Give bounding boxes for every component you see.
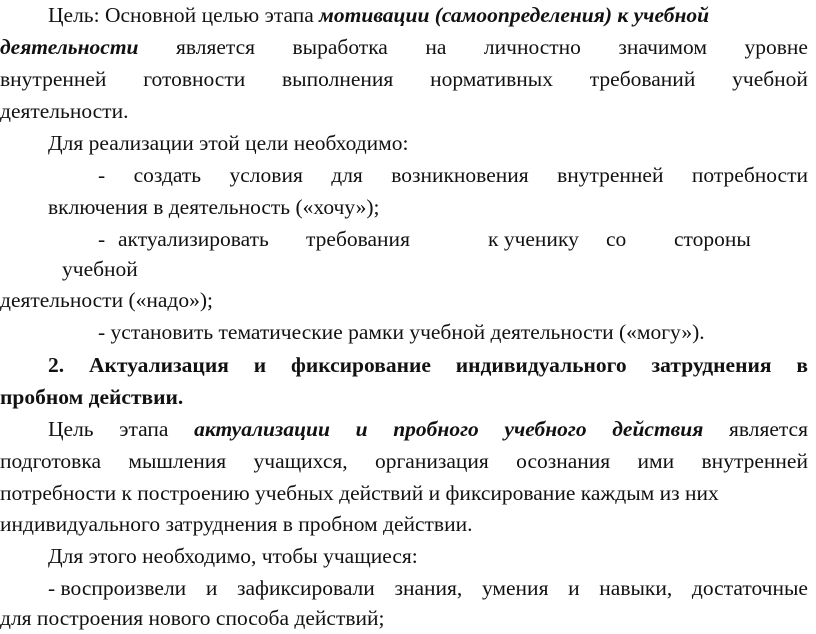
p1-word: учебной (732, 67, 808, 91)
p4-word: и (568, 576, 580, 600)
p1-lead: Цель: Основной целью этапа (48, 3, 314, 27)
p3-emphasis: и (355, 417, 368, 441)
p2-word: со (606, 227, 627, 251)
p3-word: Цель (48, 417, 94, 441)
p1-line3 (0, 64, 816, 94)
section-heading-line1 (48, 350, 816, 380)
p1-word: значимом (618, 35, 707, 59)
p3-line3: потребности к построению учебных действий и фиксирование каждым из них (0, 481, 719, 505)
heading-word: Актуализация (89, 353, 229, 377)
p1-line4: деятельности. (0, 99, 129, 123)
p2-item2-line3: деятельности («надо»); (0, 288, 213, 312)
p3-word: этапа (119, 417, 169, 441)
p2-item2-line1 (98, 224, 816, 254)
p2-item1-line1 (98, 160, 816, 190)
p1-emphasis-motivation: мотивации (самоопределения) к учебной (319, 3, 710, 27)
p1-word: уровне (744, 35, 808, 59)
p2-word: стороны (674, 227, 751, 251)
p4-intro: Для этого необходимо, чтобы учащиеся: (48, 544, 418, 568)
p3-emphasis: актуализации (194, 417, 330, 441)
p1-word: выполнения (282, 67, 394, 91)
p2-word: к ученику (488, 227, 579, 251)
p4-item1-line1 (48, 573, 816, 603)
p2-word: актуализировать (118, 227, 269, 251)
p3-word: организация (374, 449, 489, 473)
p3-emphasis: действия (612, 417, 704, 441)
p3-word: подготовка (0, 449, 102, 473)
p3-word: является (728, 417, 808, 441)
heading-word: фиксирование (291, 353, 431, 377)
p3-word: ими (637, 449, 675, 473)
p2-word: для (331, 163, 363, 187)
p1-word: требований (589, 67, 696, 91)
heading-word: затруднения (651, 353, 772, 377)
p3-emphasis: учебного (504, 417, 587, 441)
section-heading-line2: пробном действии. (0, 385, 184, 409)
p3-word: мышления (128, 449, 227, 473)
p1-word: на (425, 35, 447, 59)
p1-word: является (176, 35, 256, 59)
p3-line1 (48, 414, 816, 444)
p2-word: требования (306, 227, 410, 251)
heading-word: и (253, 353, 267, 377)
p1-word: личностно (483, 35, 581, 59)
p3-line2 (0, 446, 816, 476)
p4-word: навыки, (599, 576, 673, 600)
p1-word: выработка (292, 35, 388, 59)
p2-intro: Для реализации этой цели необходимо: (48, 131, 409, 155)
p2-item1-line2: включения в деятельность («хочу»); (48, 195, 380, 219)
heading-word: индивидуального (455, 353, 627, 377)
p1-line2 (0, 32, 816, 62)
p3-word: внутренней (701, 449, 808, 473)
p1-line1 (48, 0, 816, 30)
p3-emphasis: пробного (393, 417, 479, 441)
p1-emphasis-activity: деятельности (0, 35, 139, 59)
heading-number: 2. (48, 353, 65, 377)
p4-word: зафиксировали (237, 576, 375, 600)
p4-word: и (205, 576, 218, 600)
heading-word: в (796, 353, 808, 377)
p4-word: достаточные (691, 576, 808, 600)
p2-item2-line2: учебной (62, 257, 138, 281)
p1-word: нормативных (430, 67, 553, 91)
p1-word: внутренней (0, 67, 107, 91)
p2-word: создать (133, 163, 202, 187)
p2-word: условия (229, 163, 303, 187)
p3-word: учащихся, (253, 449, 348, 473)
p2-word: внутренней (557, 163, 664, 187)
p2-word: потребности (691, 163, 808, 187)
list-dash: - (98, 227, 106, 251)
p4-item1-line2: для построения нового способа действий; (0, 606, 385, 630)
p4-word: - воспроизвели (48, 576, 187, 600)
p1-word: готовности (143, 67, 246, 91)
p3-line4: индивидуального затруднения в пробном действии. (0, 512, 473, 536)
list-dash: - (98, 163, 106, 187)
p4-word: знания, (394, 576, 463, 600)
p2-item3: - установить тематические рамки учебной деятельности («могу»). (98, 320, 705, 344)
p2-word: возникновения (391, 163, 529, 187)
p4-word: умения (481, 576, 549, 600)
p3-word: осознания (516, 449, 611, 473)
